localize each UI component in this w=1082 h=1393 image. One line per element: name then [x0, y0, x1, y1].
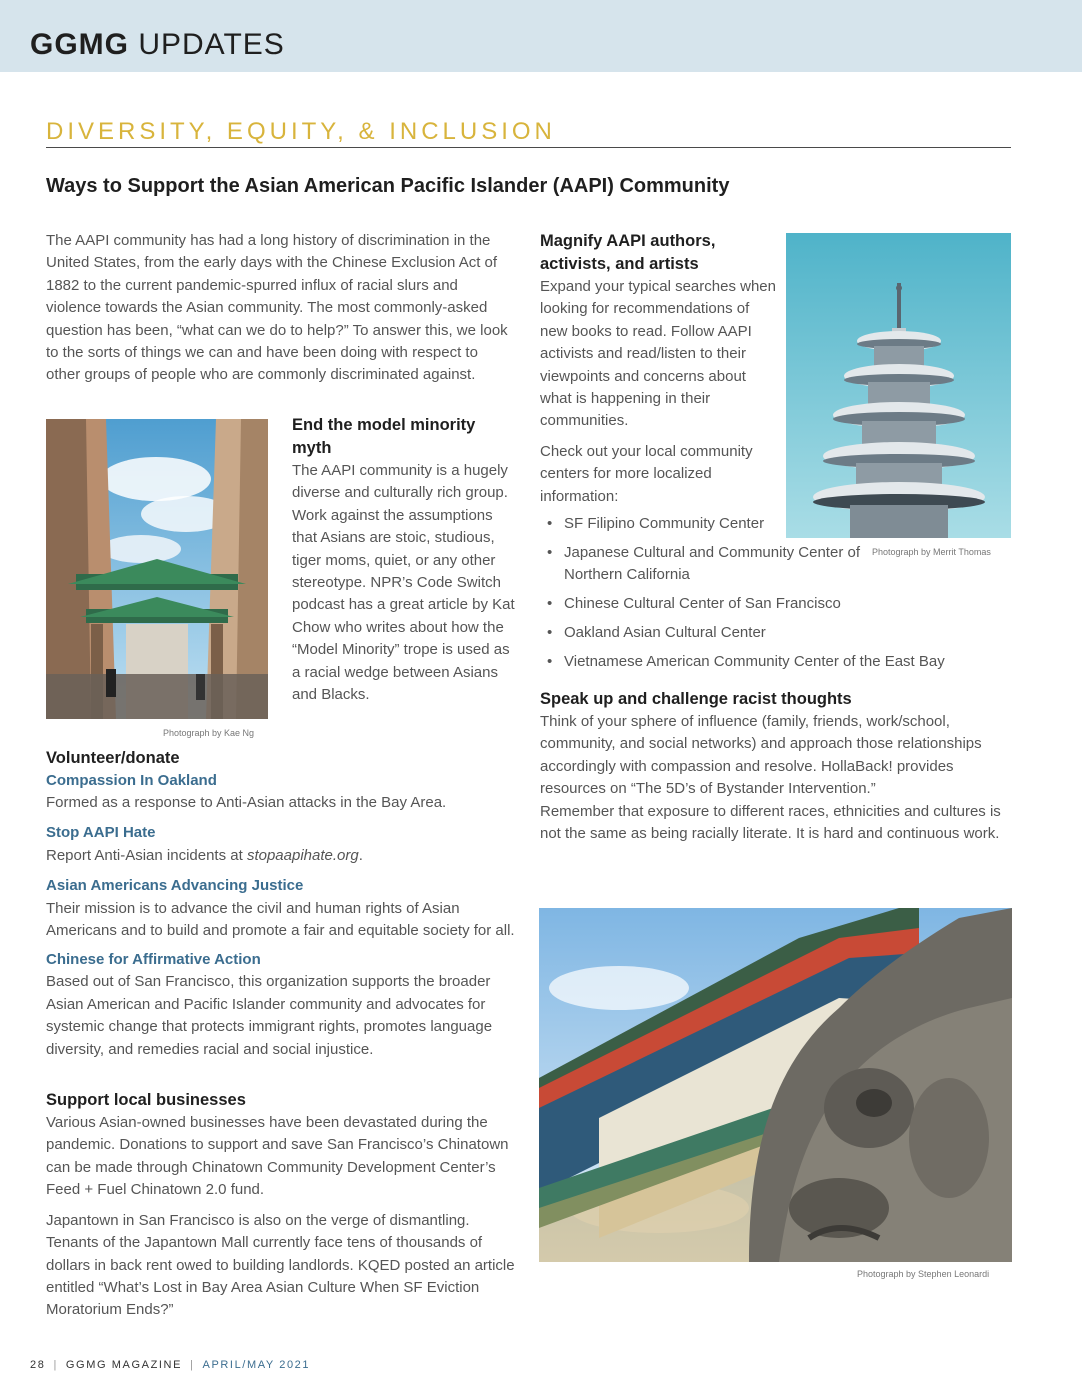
footer-separator: |: [53, 1359, 58, 1371]
magnify-section: [540, 230, 776, 508]
page-number: 28: [30, 1359, 46, 1371]
list-item: • Vietnamese American Community Center of the East Bay: [540, 651, 1010, 673]
header-title: [30, 28, 285, 62]
page-footer: [30, 1359, 310, 1371]
chinatown-gate-photo-credit: Photograph by Kae Ng: [163, 728, 255, 738]
list-item: • SF Filipino Community Center: [540, 513, 1010, 535]
model-minority-body: The AAPI community is a hugely diverse and culturally rich group. Work against the assumptions that Asians are stoic, studious, tiger moms, quiet, or any other stereotype. NPR’s Code Switch podcast has a great article by Kat Chow who writes about how the “Model Minority” trope is used as a racial wedge between Asians and Blacks.: [292, 462, 515, 704]
model-minority-section: [292, 414, 517, 706]
list-item: • Oakland Asian Cultural Center: [540, 622, 1010, 644]
local-business-body-1: Various Asian-owned businesses have been devastated during the pandemic. Donations to support and save San Francisco’s Chinatown can be made through Chinatown Community Development Center’s Feed + Fuel Chinatown 2.0 fund.: [46, 1114, 509, 1199]
speak-up-section: [540, 688, 1015, 845]
pagoda-photo: [786, 233, 1011, 538]
community-centers-list: [540, 513, 1010, 680]
lion-gate-photo: [539, 908, 1012, 1262]
pagoda-photo-credit: Photograph by Merrit Thomas: [872, 547, 991, 557]
org-link-chinese-for-affirmative-action[interactable]: Chinese for Affirmative Action: [46, 951, 261, 969]
volunteer-section: [46, 747, 521, 1061]
lion-gate-photo-credit: Photograph by Stephen Leonardi: [857, 1269, 990, 1279]
model-minority-heading: End the model minority myth: [292, 416, 476, 457]
list-item: • Japanese Cultural and Community Center of Northern California: [540, 542, 864, 587]
chinatown-gate-photo: [46, 419, 268, 719]
magnify-body: Expand your typical searches when looking for recommendations of new books to read. Follow AAPI activists and read/listen to their viewpoints and concerns about what is happening in their communities.: [540, 278, 776, 430]
header-section: UPDATES: [138, 28, 285, 61]
volunteer-heading: Volunteer/donate: [46, 749, 180, 767]
org-link-asian-americans-advancing-justice[interactable]: Asian Americans Advancing Justice: [46, 877, 304, 895]
org-link-compassion-in-oakland[interactable]: Compassion In Oakland: [46, 772, 217, 789]
local-business-section: [46, 1089, 521, 1322]
org-desc-asian-americans-advancing-justice: Their mission is to advance the civil and human rights of Asian Americans and to build and promote a fair and equitable society for all.: [46, 899, 515, 940]
intro-paragraph: The AAPI community has had a long history of discrimination in the United States, from the early days with the Chinese Exclusion Act of 1882 to the current pandemic-spurred influx of racial slurs and violence towards the Asian community. The most commonly-asked question has been, “what can we do to help?” To answer this, we look to the sorts of things we can and have been doing with respect to other groups of people who are commonly discriminated against.: [46, 232, 508, 384]
header-brand: GGMG: [30, 28, 129, 61]
check-out-text: Check out your local community centers for more localized information:: [540, 443, 753, 505]
footer-separator: |: [190, 1359, 195, 1371]
article-title: Ways to Support the Asian American Pacific Islander (AAPI) Community: [46, 175, 730, 197]
stop-aapi-hate-url[interactable]: stopaapihate.org: [246, 846, 359, 864]
section-title: DIVERSITY, EQUITY, & INCLUSION: [46, 118, 556, 145]
org-desc-stop-aapi-hate: [46, 845, 521, 867]
org-desc-compassion-in-oakland: Formed as a response to Anti-Asian attacks in the Bay Area.: [46, 794, 447, 812]
org-desc-chinese-for-affirmative-action: Based out of San Francisco, this organization supports the broader Asian American and Pacific Islander community and advocates for systemic change that protects immigrant rights, promotes language diversity, and remedies racial and social injustice.: [46, 973, 493, 1058]
section-divider: [46, 147, 1011, 148]
local-business-body-2: Japantown in San Francisco is also on the verge of dismantling. Tenants of the Japantown Mall currently face tens of thousands of dollars in back rent owed to building landlords. KQED posted an article entitled “What’s Lost in Bay Area Asian Culture When SF Eviction Moratorium Ends?”: [46, 1211, 515, 1319]
issue-date: APRIL/MAY 2021: [202, 1359, 311, 1371]
magnify-heading: Magnify AAPI authors, activists, and artists: [540, 232, 716, 273]
org-desc-stop-aapi-hate-text: Report Anti-Asian incidents at: [46, 846, 243, 864]
org-desc-stop-aapi-hate-end: .: [358, 846, 363, 864]
list-item: • Chinese Cultural Center of San Francisco: [540, 593, 1010, 615]
org-link-stop-aapi-hate[interactable]: Stop AAPI Hate: [46, 824, 156, 842]
magazine-name: GGMG MAGAZINE: [65, 1359, 183, 1371]
speak-up-heading: Speak up and challenge racist thoughts: [540, 690, 852, 708]
local-business-heading: Support local businesses: [46, 1091, 246, 1109]
speak-up-body-2: Remember that exposure to different races, ethnicities and cultures is not the same as being racially literate. It is hard and continuous work.: [540, 802, 1001, 843]
speak-up-body-1: Think of your sphere of influence (family, friends, work/school, community, and social networks) and approach those relationships accordingly with compassion and resolve. HollaBack! provides resources on “The 5D’s of Bystander Intervention.”: [540, 713, 982, 798]
